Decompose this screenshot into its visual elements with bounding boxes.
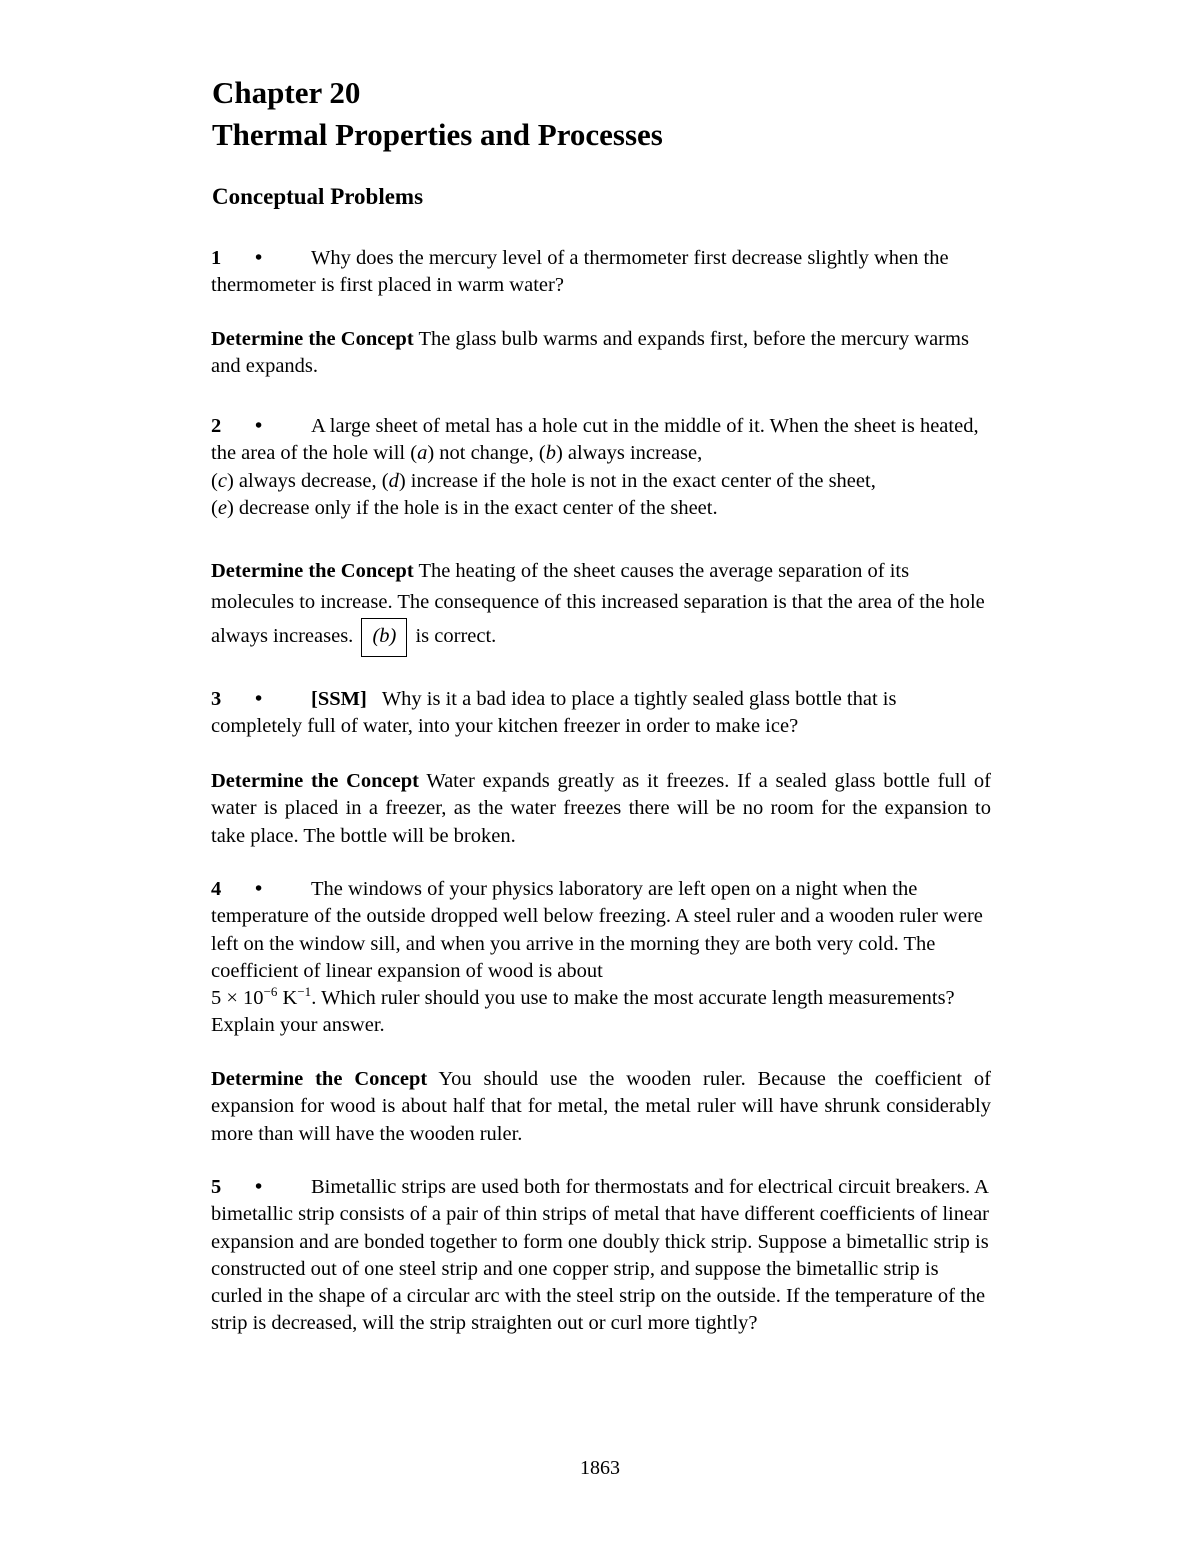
chapter-number: Chapter 20 — [212, 75, 361, 110]
difficulty-bullet: • — [255, 688, 263, 710]
answer-text: Water expands greatly as it freezes. If a sealed glass bottle full of water is placed in a freezer, as the water freezes there will be no room for the expansion to take place. The bottle will be broken. — [211, 770, 991, 847]
chapter-heading — [212, 72, 663, 156]
problem-number: 1 — [211, 247, 222, 269]
problem-3-question — [211, 686, 991, 741]
question-text: The windows of your physics laboratory are left open on a night when the temperature of the outside dropped well below freezing. A steel ruler and a wooden ruler were left on the window sill, and when you arrive in the morning they are both very cold. The coefficient of linear expansion of wood is about — [211, 878, 983, 982]
boxed-answer: (b) — [361, 618, 407, 657]
question-text: A large sheet of metal has a hole cut in the middle of it. When the sheet is heated, the area of the hole will ( — [211, 415, 979, 465]
answer-text: You should use the wooden ruler. Because the coefficient of expansion for wood is about half that for metal, the metal ruler will have shrunk considerably more than will have the wooden ruler. — [211, 1068, 991, 1145]
answer-label: Determine the Concept — [211, 1068, 428, 1090]
problem-5-question — [211, 1174, 991, 1338]
problem-3-answer — [211, 768, 991, 850]
coefficient-exponent: −6 — [263, 984, 278, 1000]
ssm-tag: [SSM] — [311, 688, 367, 710]
difficulty-bullet: • — [255, 247, 263, 269]
section-title: Conceptual Problems — [212, 184, 424, 209]
problem-number: 5 — [211, 1176, 222, 1198]
option-letter: c — [217, 469, 227, 492]
question-text: Why is it a bad idea to place a tightly sealed glass bottle that is completely full of water, into your kitchen freezer in order to make ice? — [211, 688, 897, 738]
question-text: ) decrease only if the hole is in the exact center of the sheet. — [226, 496, 718, 519]
difficulty-bullet: • — [255, 878, 263, 900]
difficulty-bullet: • — [255, 415, 263, 437]
problem-number: 2 — [211, 415, 222, 437]
question-text: ) always decrease, ( — [226, 469, 389, 492]
option-letter: b — [545, 442, 556, 465]
problem-number: 4 — [211, 878, 222, 900]
unit-exponent: −1 — [297, 984, 312, 1000]
answer-label: Determine the Concept — [211, 328, 414, 350]
coefficient-value: 5 × 10 — [211, 987, 264, 1010]
answer-text: is correct. — [415, 625, 497, 647]
coefficient-unit: K — [277, 987, 298, 1010]
problem-4-question — [211, 876, 991, 1040]
difficulty-bullet: • — [255, 1176, 263, 1198]
problem-1-answer — [211, 326, 991, 381]
question-text: ) not change, ( — [427, 442, 546, 465]
page-number: 1863 — [580, 1457, 620, 1479]
problem-number: 3 — [211, 688, 222, 710]
question-text: Why does the mercury level of a thermometer first decrease slightly when the thermometer is first placed in warm water? — [211, 247, 949, 297]
option-letter: e — [217, 496, 227, 519]
chapter-title: Thermal Properties and Processes — [212, 117, 663, 152]
answer-text: The glass bulb warms and expands first, before the mercury warms and expands. — [211, 328, 969, 378]
question-text: ) increase if the hole is not in the exact center of the sheet, — [398, 469, 876, 492]
question-text: . Which ruler should you use to make the most accurate length measurements? Explain your answer. — [211, 987, 955, 1037]
answer-text: The heating of the sheet causes the average separation of its molecules to increase. The consequence of this increased separation is that the area of the hole always increases. — [211, 560, 985, 647]
problem-1-question — [211, 245, 991, 300]
answer-label: Determine the Concept — [211, 560, 414, 582]
problem-4-answer — [211, 1066, 991, 1148]
question-text: ) always increase, — [555, 442, 703, 465]
question-text: Bimetallic strips are used both for thermostats and for electrical circuit breakers. A bimetallic strip consists of a pair of thin strips of metal that have different coefficients of linear expansion and are bonded together to form one doubly thick strip. Suppose a bimetallic strip is constructed out of one steel strip and one copper strip, and suppose the bimetallic strip is curled in the shape of a circular arc with the steel strip on the outside. If the temperature of the strip is decreased, will the strip straighten out or curl more tightly? — [211, 1176, 990, 1335]
problem-2-question: 2 • A large sheet of metal has a hole cut in the middle of it. When the sheet is heated, the area of the hole will (a) not change, (b) always increase, (c) always decrease, (d) increase if the hole is not in the exact center of the sheet, (e) decrease only if the hole is in the exact center of the sheet. — [211, 415, 979, 519]
option-letter: a — [417, 442, 428, 465]
option-letter: d — [388, 469, 399, 492]
problem-2-answer — [211, 556, 991, 657]
answer-label: Determine the Concept — [211, 770, 419, 792]
